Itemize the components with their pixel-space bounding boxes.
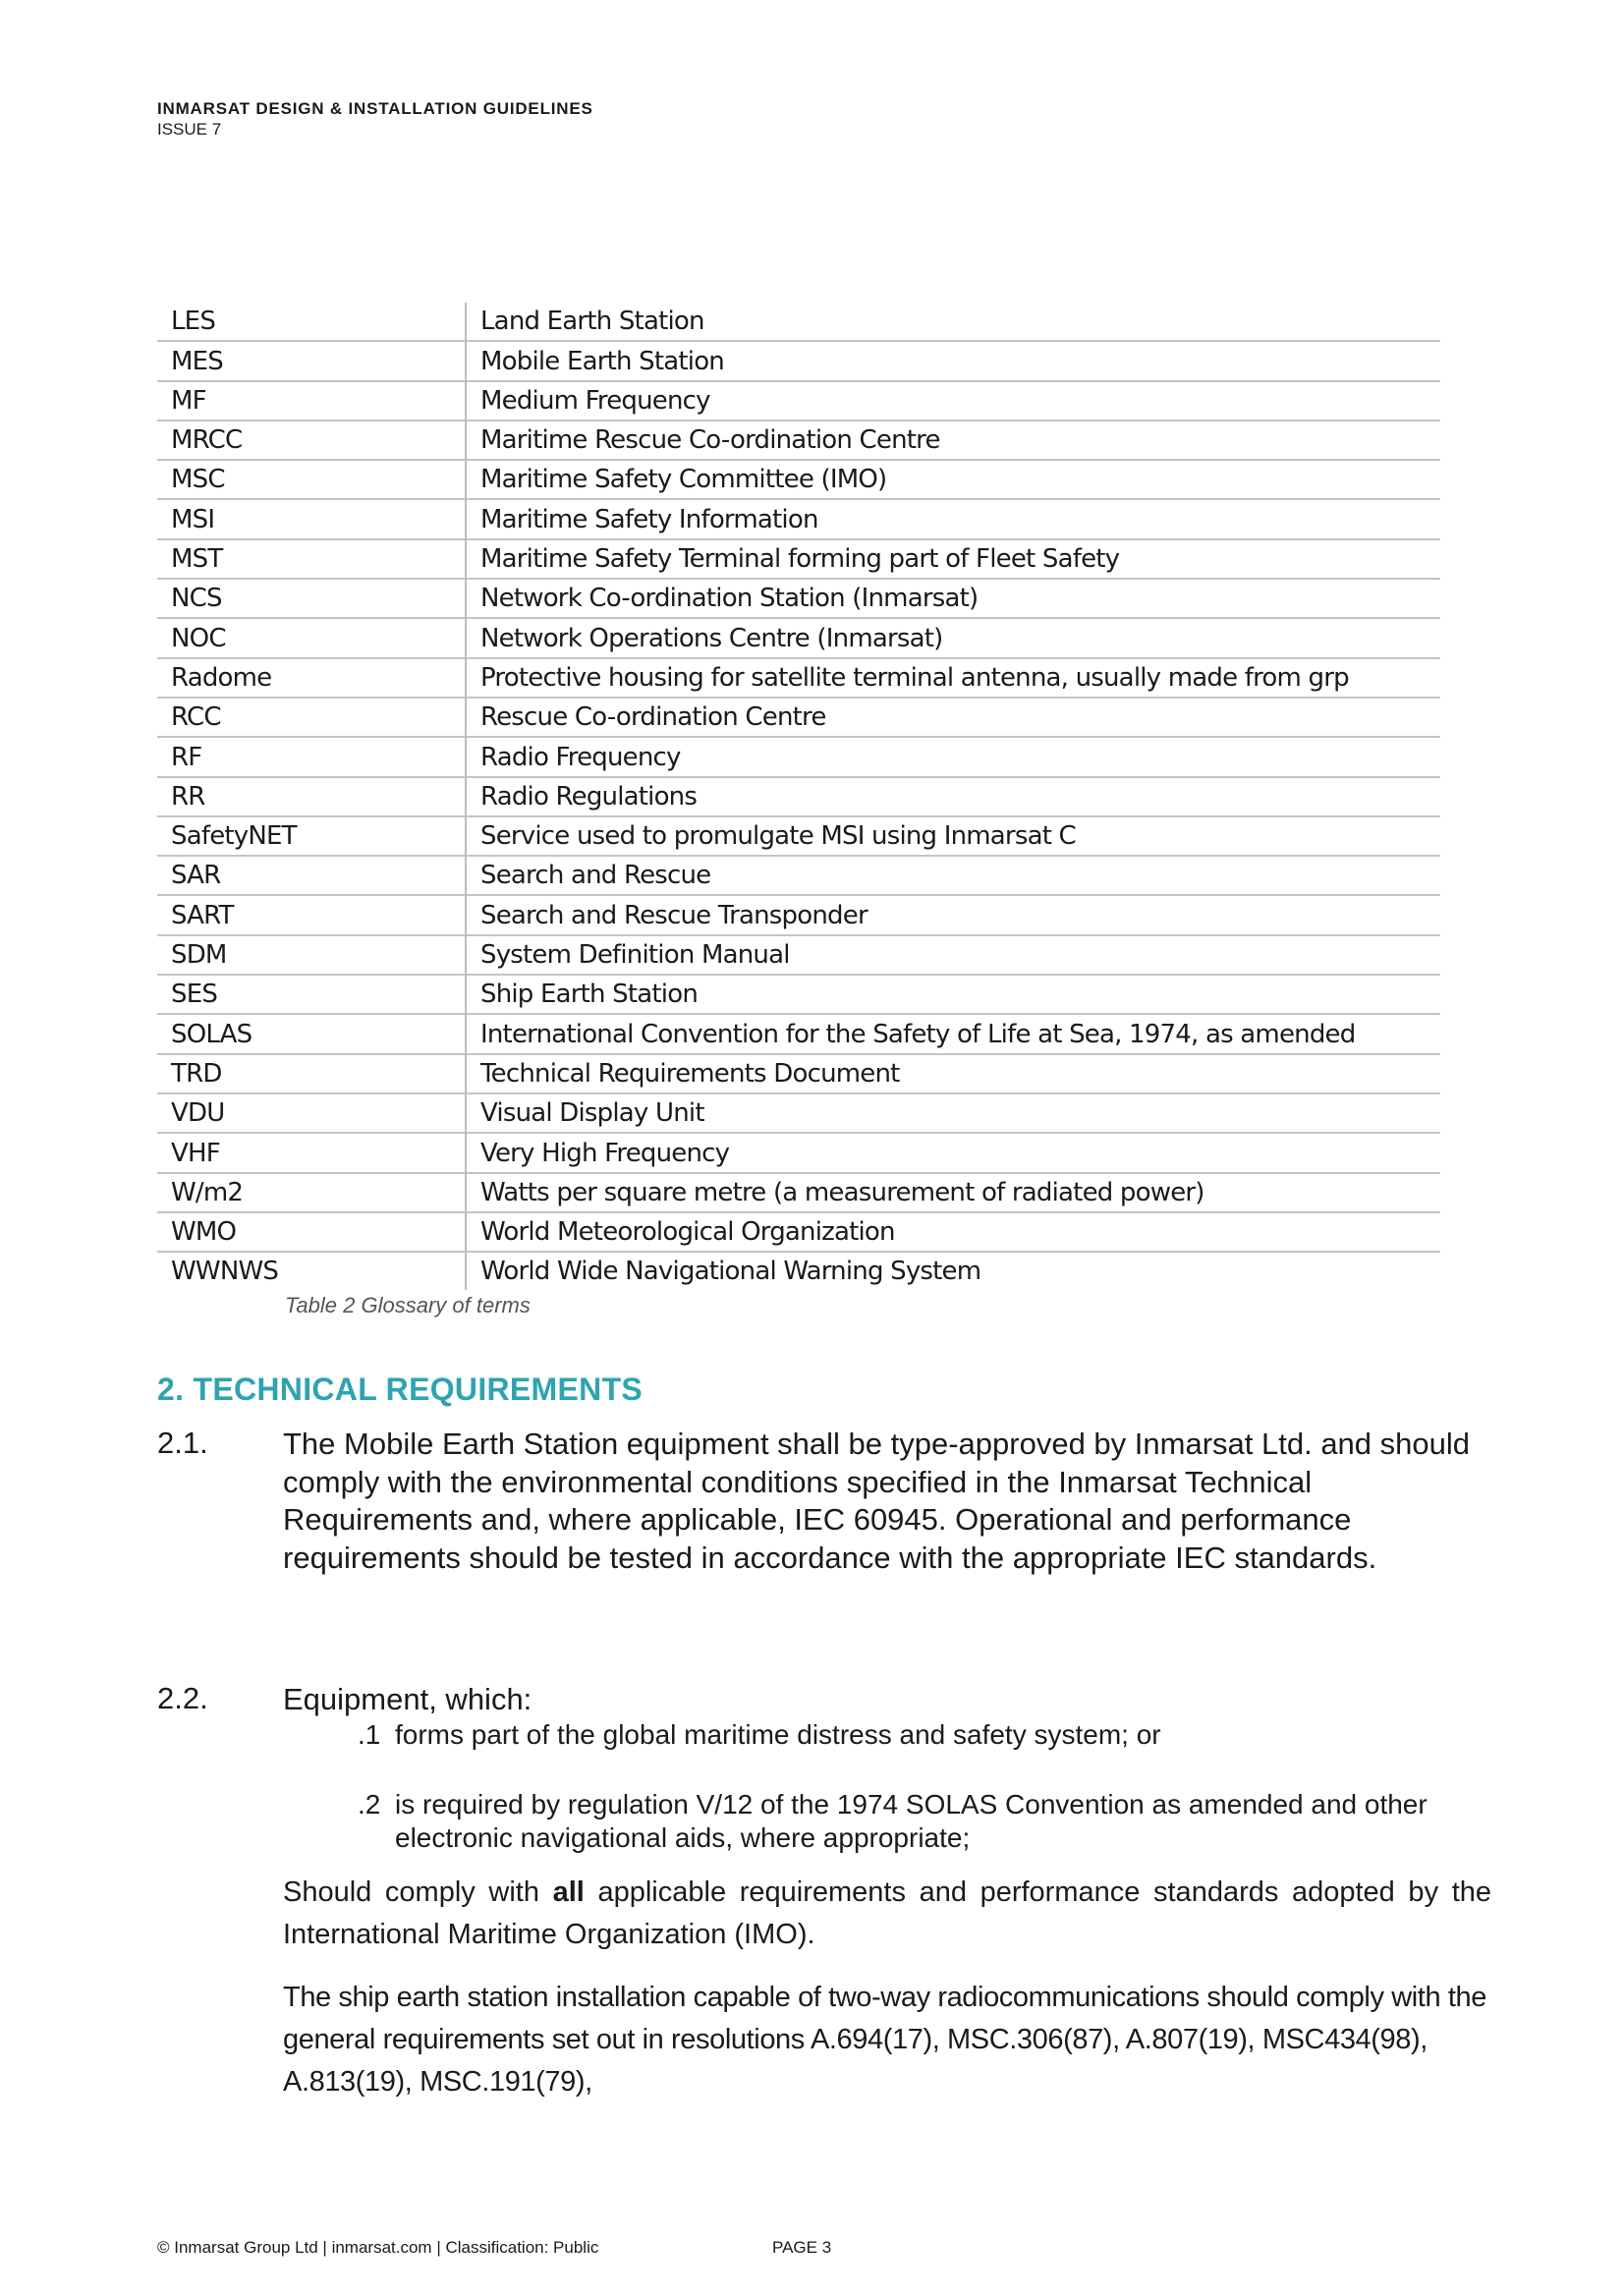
table-row: [157, 579, 1440, 618]
section-heading: 2. TECHNICAL REQUIREMENTS: [157, 1372, 644, 1407]
table-row: [157, 1054, 1440, 1093]
table-row: [157, 1014, 1440, 1053]
table-row: [157, 499, 1440, 538]
table-row: [157, 1173, 1440, 1212]
table-row: [157, 698, 1440, 737]
glossary-term: RCC: [171, 702, 221, 733]
table-row: [157, 895, 1440, 934]
glossary-term: WMO: [171, 1217, 237, 1248]
table-row: [157, 1212, 1440, 1252]
glossary-term: MSC: [171, 465, 225, 495]
glossary-definition: Network Co-ordination Station (Inmarsat): [466, 579, 1440, 618]
table-row: [157, 381, 1440, 420]
glossary-term: MRCC: [171, 425, 243, 456]
paragraph-2-1: The Mobile Earth Station equipment shall be type-approved by Inmarsat Ltd. and should comply with the environmental conditions specified in the Inmarsat Technical Requirements and, where applicable, IEC 60945. Operational and performance requirements should be tested in accordance with the appropriate IEC standards.: [283, 1427, 1471, 1575]
glossary-definition: Protective housing for satellite terminal antenna, usually made from grp: [466, 658, 1440, 698]
glossary-term: SafetyNET: [171, 821, 297, 852]
glossary-term: MES: [171, 346, 223, 376]
ship-station-paragraph: The ship earth station installation capable of two-way radiocommunications should comply with the general requirements set out in resolutions A.694(17), MSC.306(87), A.807(19), MSC434(98), A.813(19), MSC.191(79),: [283, 1982, 1486, 2098]
glossary-definition: Radio Frequency: [466, 737, 1440, 776]
glossary-term: SOLAS: [171, 1019, 252, 1049]
glossary-definition: Technical Requirements Document: [466, 1054, 1440, 1093]
glossary-definition: Network Operations Centre (Inmarsat): [466, 618, 1440, 657]
list-item-text: is required by regulation V/12 of the 1974 SOLAS Convention as amended and other electronic navigational aids, where appropriate;: [395, 1789, 1428, 1853]
footer-copyright: © Inmarsat Group Ltd | inmarsat.com | Classification: Public: [157, 2238, 599, 2257]
list-item-text: forms part of the global maritime distress and safety system; or: [395, 1719, 1161, 1750]
glossary-term: Radome: [171, 662, 272, 693]
glossary-definition: Ship Earth Station: [466, 975, 1440, 1014]
table-row: [157, 856, 1440, 895]
glossary-definition: Maritime Safety Information: [466, 499, 1440, 538]
glossary-table: [157, 303, 1440, 1290]
glossary-term: MST: [171, 544, 223, 575]
table-row: [157, 1133, 1440, 1172]
comply-paragraph: [283, 1872, 1491, 1956]
table-row: [157, 975, 1440, 1014]
header-title: INMARSAT DESIGN & INSTALLATION GUIDELINES: [157, 99, 593, 118]
table-row: [157, 539, 1440, 579]
glossary-definition: Maritime Safety Committee (IMO): [466, 460, 1440, 499]
glossary-definition: World Meteorological Organization: [466, 1212, 1440, 1252]
table-row: [157, 1252, 1440, 1290]
glossary-definition: Search and Rescue Transponder: [466, 895, 1440, 934]
comply-text-after: applicable requirements and performance standards adopted by the International Maritime Organization (IMO).: [283, 1876, 1492, 1950]
glossary-term: VHF: [171, 1138, 220, 1168]
page-number: PAGE 3: [772, 2238, 832, 2257]
glossary-term: RR: [171, 781, 205, 812]
glossary-term: WWNWS: [171, 1257, 279, 1287]
glossary-term: NCS: [171, 584, 222, 614]
glossary-term: VDU: [171, 1098, 225, 1129]
glossary-term: MSI: [171, 504, 215, 534]
table-row: [157, 341, 1440, 380]
table-row: [157, 816, 1440, 856]
glossary-term: LES: [171, 307, 216, 337]
table-row: [157, 618, 1440, 657]
glossary-term: SART: [171, 900, 234, 930]
glossary-term: RF: [171, 742, 202, 772]
glossary-definition: Service used to promulgate MSI using Inmarsat C: [466, 816, 1440, 856]
glossary-definition: World Wide Navigational Warning System: [466, 1252, 1440, 1290]
table-row: [157, 777, 1440, 816]
comply-text-bold: all: [552, 1876, 585, 1908]
table-caption: Table 2 Glossary of terms: [285, 1293, 531, 1317]
paragraph-2-2: Equipment, which:: [283, 1682, 532, 1716]
header-issue: ISSUE 7: [157, 120, 222, 139]
glossary-term: SDM: [171, 940, 227, 971]
table-row: [157, 460, 1440, 499]
glossary-term: TRD: [171, 1058, 222, 1089]
list-item-number: .2: [358, 1789, 381, 1820]
table-row: [157, 303, 1440, 341]
glossary-definition: International Convention for the Safety of Life at Sea, 1974, as amended: [466, 1014, 1440, 1053]
paragraph-number-2-2: 2.2.: [157, 1681, 208, 1715]
glossary-definition: Rescue Co-ordination Centre: [466, 698, 1440, 737]
glossary-definition: Mobile Earth Station: [466, 341, 1440, 380]
table-row: [157, 420, 1440, 460]
comply-text-before: Should comply with: [283, 1876, 553, 1908]
glossary-definition: System Definition Manual: [466, 935, 1440, 975]
paragraph-number-2-1: 2.1.: [157, 1426, 208, 1460]
glossary-definition: Land Earth Station: [466, 303, 1440, 341]
table-row: [157, 737, 1440, 776]
page-header: [157, 98, 593, 140]
glossary-term: MF: [171, 385, 206, 416]
page-footer: [157, 2238, 832, 2258]
glossary-definition: Radio Regulations: [466, 777, 1440, 816]
glossary-definition: Maritime Rescue Co-ordination Centre: [466, 420, 1440, 460]
table-row: [157, 935, 1440, 975]
glossary-definition: Search and Rescue: [466, 856, 1440, 895]
list-item-number: .1: [358, 1719, 381, 1750]
glossary-term: W/m2: [171, 1177, 244, 1207]
glossary-definition: Watts per square metre (a measurement of radiated power): [466, 1173, 1440, 1212]
glossary-term: SES: [171, 980, 218, 1010]
glossary-term: NOC: [171, 623, 226, 653]
glossary-definition: Visual Display Unit: [466, 1093, 1440, 1133]
glossary-definition: Maritime Safety Terminal forming part of Fleet Safety: [466, 539, 1440, 579]
glossary-definition: Very High Frequency: [466, 1133, 1440, 1172]
table-row: [157, 658, 1440, 698]
glossary-term: SAR: [171, 861, 221, 891]
glossary-definition: Medium Frequency: [466, 381, 1440, 420]
table-row: [157, 1093, 1440, 1133]
